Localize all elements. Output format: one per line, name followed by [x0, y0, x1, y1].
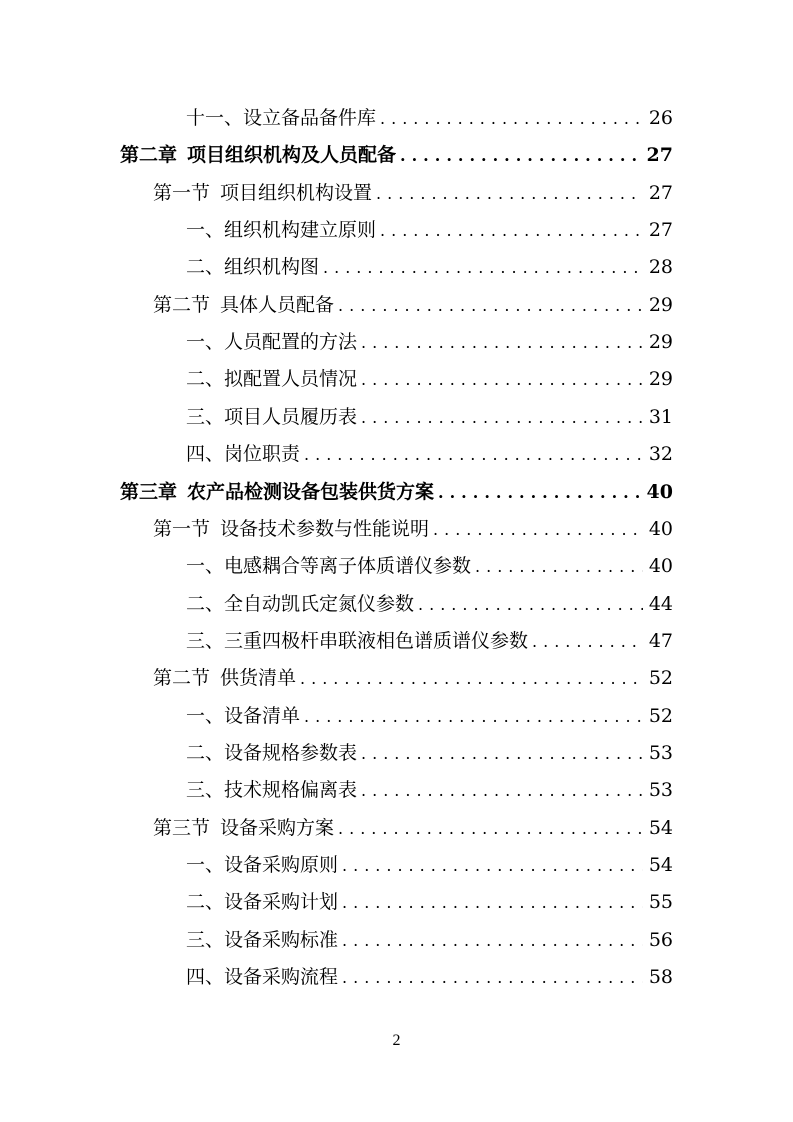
toc-entry-title	[186, 100, 376, 137]
toc-entry-title	[186, 361, 357, 398]
toc-dot-leader	[380, 100, 643, 137]
toc-page-number: 54	[648, 854, 673, 876]
toc-entry-label: 三、项目人员履历表	[186, 405, 358, 428]
toc-page-number: 52	[648, 704, 673, 727]
toc-subsection-entry[interactable]	[186, 324, 673, 361]
toc-entry-title	[186, 959, 338, 996]
toc-subsection-entry[interactable]	[186, 399, 673, 436]
toc-page-number: 40	[646, 480, 673, 503]
toc-entry-label: 供货清单	[220, 667, 297, 690]
toc-subsection-entry[interactable]	[186, 212, 673, 249]
toc-entry-label: 十一、设立备品备件库	[186, 107, 377, 129]
toc-entry-label: 三、设备采购标准	[186, 928, 339, 951]
toc-page-number: 28	[648, 256, 673, 279]
toc-entry-prefix: 第三章	[120, 480, 178, 503]
toc-entry-title	[186, 436, 300, 473]
toc-entry-title	[153, 810, 334, 847]
toc-entry-title	[153, 511, 429, 548]
toc-entry-title	[153, 175, 372, 212]
toc-dot-leader	[323, 249, 643, 286]
toc-page-number: 54	[648, 816, 673, 839]
toc-entry-label: 一、电感耦合等离子体质谱仪参数	[186, 555, 472, 578]
toc-entry-prefix: 第一节	[153, 181, 211, 204]
toc-subsection-entry[interactable]	[186, 436, 673, 473]
toc-entry-title	[186, 735, 357, 772]
toc-dot-leader	[361, 399, 643, 436]
toc-section-entry[interactable]	[153, 287, 673, 324]
toc-dot-leader	[342, 847, 643, 884]
toc-page-number: 44	[648, 592, 673, 615]
toc-page-number: 53	[648, 779, 673, 802]
toc-dot-leader	[300, 660, 643, 697]
toc-entry-label: 二、全自动凯氏定氮仪参数	[186, 592, 415, 615]
toc-subsection-entry[interactable]	[186, 586, 673, 623]
toc-page-number: 40	[648, 555, 673, 578]
page-number: 2	[392, 1032, 401, 1049]
toc-entry-title	[120, 474, 434, 511]
toc-entry-label: 二、设备规格参数表	[186, 741, 358, 764]
toc-entry-label: 四、设备采购流程	[186, 966, 339, 989]
toc-subsection-entry[interactable]	[186, 772, 673, 809]
toc-entry-title	[186, 698, 300, 735]
toc-page-number: 29	[648, 331, 673, 354]
toc-entry-prefix: 第二节	[153, 667, 211, 690]
toc-entry-title	[186, 922, 338, 959]
toc-page-number: 53	[648, 741, 673, 764]
toc-entry-title	[186, 586, 414, 623]
toc-entry-label: 具体人员配备	[220, 293, 335, 316]
toc-subsection-entry[interactable]	[186, 698, 673, 735]
toc-page-number: 40	[648, 517, 673, 540]
toc-entry-label: 二、组织机构图	[186, 256, 320, 279]
toc-page-number: 32	[648, 443, 673, 466]
toc-entry-title	[186, 623, 528, 660]
toc-subsection-entry[interactable]	[186, 959, 673, 996]
toc-subsection-entry[interactable]	[186, 847, 673, 884]
toc-entry-prefix: 第二节	[153, 293, 211, 316]
toc-dot-leader	[380, 212, 643, 249]
toc-entry-title	[186, 324, 357, 361]
toc-dot-leader	[342, 884, 643, 921]
toc-subsection-entry[interactable]	[186, 100, 673, 137]
toc-page-number: 27	[646, 144, 673, 167]
toc-entry-label: 四、岗位职责	[186, 443, 301, 466]
toc-entry-title	[186, 847, 338, 884]
toc-entry-title	[120, 137, 396, 174]
toc-entry-label: 一、人员配置的方法	[186, 331, 358, 354]
toc-page-number: 58	[648, 966, 673, 989]
toc-subsection-entry[interactable]	[186, 884, 673, 921]
toc-page-number: 31	[648, 405, 673, 428]
toc-entry-title	[153, 287, 334, 324]
toc-dot-leader	[376, 175, 643, 212]
toc-subsection-entry[interactable]	[186, 735, 673, 772]
toc-entry-label: 二、设备采购计划	[186, 891, 339, 914]
toc-entry-label: 项目组织机构及人员配备	[187, 144, 397, 167]
toc-dot-leader	[338, 287, 643, 324]
toc-entry-title	[186, 249, 319, 286]
toc-subsection-entry[interactable]	[186, 922, 673, 959]
toc-section-entry[interactable]	[153, 660, 673, 697]
toc-dot-leader	[342, 959, 643, 996]
toc-section-entry[interactable]	[153, 175, 673, 212]
toc-subsection-entry[interactable]	[186, 361, 673, 398]
toc-entry-label: 三、三重四极杆串联液相色谱质谱仪参数	[186, 629, 529, 652]
toc-chapter-entry[interactable]	[120, 137, 673, 174]
toc-section-entry[interactable]	[153, 511, 673, 548]
toc-page-number: 56	[648, 928, 673, 951]
toc-subsection-entry[interactable]	[186, 249, 673, 286]
toc-dot-leader	[418, 586, 643, 623]
toc-entry-title	[186, 212, 376, 249]
toc-dot-leader	[532, 623, 643, 660]
toc-dot-leader	[438, 474, 641, 511]
toc-entry-label: 三、技术规格偏离表	[186, 779, 358, 802]
toc-entry-title	[186, 548, 471, 585]
toc-page-number: 29	[648, 293, 673, 316]
toc-subsection-entry[interactable]	[186, 623, 673, 660]
toc-entry-label: 一、设备采购原则	[186, 854, 339, 876]
toc-entry-title	[186, 399, 357, 436]
toc-entry-label: 农产品检测设备包装供货方案	[187, 480, 435, 503]
toc-entry-label: 设备采购方案	[220, 816, 335, 839]
toc-dot-leader	[361, 361, 643, 398]
toc-section-entry[interactable]	[153, 810, 673, 847]
toc-entry-prefix: 第三节	[153, 816, 211, 839]
toc-entry-prefix: 第二章	[120, 144, 178, 167]
toc-dot-leader	[304, 698, 643, 735]
toc-chapter-entry[interactable]	[120, 474, 673, 511]
toc-entry-prefix: 第一节	[153, 517, 211, 540]
toc-dot-leader	[361, 772, 643, 809]
toc-subsection-entry[interactable]	[186, 548, 673, 585]
toc-dot-leader	[361, 324, 643, 361]
toc-entry-label: 设备技术参数与性能说明	[220, 517, 430, 540]
toc-entry-label: 二、拟配置人员情况	[186, 368, 358, 391]
toc-dot-leader	[342, 922, 643, 959]
toc-page-number: 47	[648, 629, 673, 652]
toc-dot-leader	[361, 735, 643, 772]
toc-dot-leader	[433, 511, 643, 548]
toc-dot-leader	[304, 436, 643, 473]
toc-dot-leader	[338, 810, 643, 847]
toc-page-number: 27	[648, 219, 673, 242]
toc-entry-label: 项目组织机构设置	[220, 181, 373, 204]
toc-dot-leader	[400, 137, 641, 174]
toc-entry-title	[186, 884, 338, 921]
toc-page-number: 27	[648, 181, 673, 204]
toc-page-number: 55	[648, 891, 673, 914]
toc-entry-title	[186, 772, 357, 809]
toc-page-number: 26	[648, 107, 673, 129]
toc-dot-leader	[475, 548, 643, 585]
toc-page-number: 52	[648, 667, 673, 690]
toc-entry-label: 一、组织机构建立原则	[186, 219, 377, 242]
toc-page-number: 29	[648, 368, 673, 391]
toc-entry-label: 一、设备清单	[186, 704, 301, 727]
toc-entry-title	[153, 660, 296, 697]
